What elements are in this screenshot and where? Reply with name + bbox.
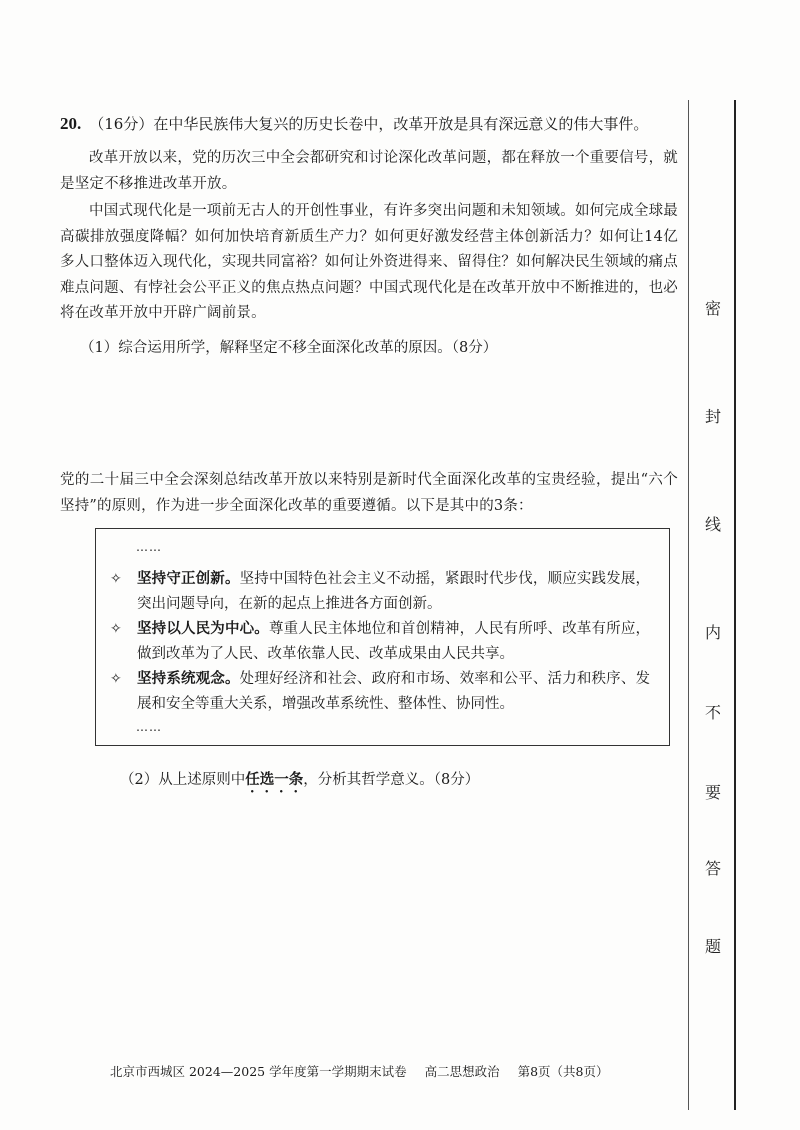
question-intro: （16分）在中华民族伟大复兴的历史长卷中，改革开放是具有深远意义的伟大事件。 bbox=[89, 115, 649, 133]
principles-box bbox=[95, 528, 670, 746]
diamond-bullet-icon: ✧ bbox=[110, 621, 122, 637]
binding-margin-inner-line bbox=[688, 100, 689, 1110]
sub-question-2 bbox=[120, 768, 479, 796]
seal-char: 线 bbox=[704, 515, 721, 534]
ellipsis-bottom: …… bbox=[136, 720, 162, 734]
seal-char: 要 bbox=[704, 783, 721, 802]
principle-title: 坚持系统观念。 bbox=[137, 671, 240, 687]
material-paragraph-2: 中国式现代化是一项前无古人的开创性事业，有许多突出问题和未知领域。如何完成全球最高碳排放强度降幅？如何加快培育新质生产力？如何更好激发经营主体创新活力？如何让14亿多人口整体迈入现代化，实现共同富裕？如何让外资进得来、留得住？如何解决民生领域的痛点难点问题、有悖社会公平正义的焦点热点问题？中国式现代化是在改革开放中不断推进的，也必将在改革开放中开辟广阔前景。 bbox=[60, 203, 678, 321]
principle-title: 坚持守正创新。 bbox=[137, 571, 240, 587]
seal-char: 答 bbox=[704, 859, 721, 878]
principle-item bbox=[110, 667, 650, 717]
binding-margin-outer-line bbox=[734, 100, 736, 1110]
footer-exam-title: 北京市西城区 2024—2025 学年度第一学期期末试卷 bbox=[110, 1064, 407, 1079]
seal-char: 不 bbox=[704, 703, 721, 722]
sub-question-2-suffix: ，分析其哲学意义。（8分） bbox=[303, 772, 480, 788]
question-header bbox=[60, 112, 680, 136]
question-number: 20. bbox=[60, 114, 82, 133]
principle-item bbox=[110, 617, 650, 667]
diamond-bullet-icon: ✧ bbox=[110, 671, 122, 687]
seal-char: 密 bbox=[704, 299, 721, 318]
sub-question-1: （1）综合运用所学，解释坚定不移全面深化改革的原因。（8分） bbox=[80, 340, 498, 356]
seal-char: 封 bbox=[704, 407, 721, 426]
sub-question-2-prefix: （2）从上述原则中 bbox=[120, 772, 246, 788]
principle-text: 处理好经济和社会、政府和市场、效率和公平、活力和秩序、发展和安全等重大关系，增强改革系统性、整体性、协同性。 bbox=[137, 671, 651, 712]
material-paragraph-1: 改革开放以来，党的历次三中全会都研究和讨论深化改革问题，都在释放一个重要信号，就是坚定不移推进改革开放。 bbox=[60, 150, 678, 192]
page-footer bbox=[110, 1062, 622, 1080]
seal-char: 内 bbox=[704, 623, 721, 642]
ellipsis-top: …… bbox=[136, 540, 162, 554]
material-paragraph-3: 党的二十届三中全会深刻总结改革开放以来特别是新时代全面深化改革的宝贵经验，提出“六个坚持”的原则，作为进一步全面深化改革的重要遵循。以下是其中的3条： bbox=[60, 472, 678, 514]
sub-question-2-emphasis: 任选一条 bbox=[245, 772, 304, 788]
principle-text: 坚持中国特色社会主义不动摇，紧跟时代步伐，顺应实践发展，突出问题导向，在新的起点上推进各方面创新。 bbox=[137, 571, 651, 612]
footer-page-number: 第8页（共8页） bbox=[517, 1064, 609, 1079]
seal-char: 题 bbox=[704, 937, 721, 956]
footer-subject: 高二思想政治 bbox=[424, 1064, 500, 1079]
principle-item bbox=[110, 567, 650, 617]
diamond-bullet-icon: ✧ bbox=[110, 571, 122, 587]
principle-title: 坚持以人民为中心。 bbox=[137, 621, 269, 637]
principle-text: 尊重人民主体地位和首创精神，人民有所呼、改革有所应，做到改革为了人民、改革依靠人民、改革成果由人民共享。 bbox=[137, 621, 651, 662]
